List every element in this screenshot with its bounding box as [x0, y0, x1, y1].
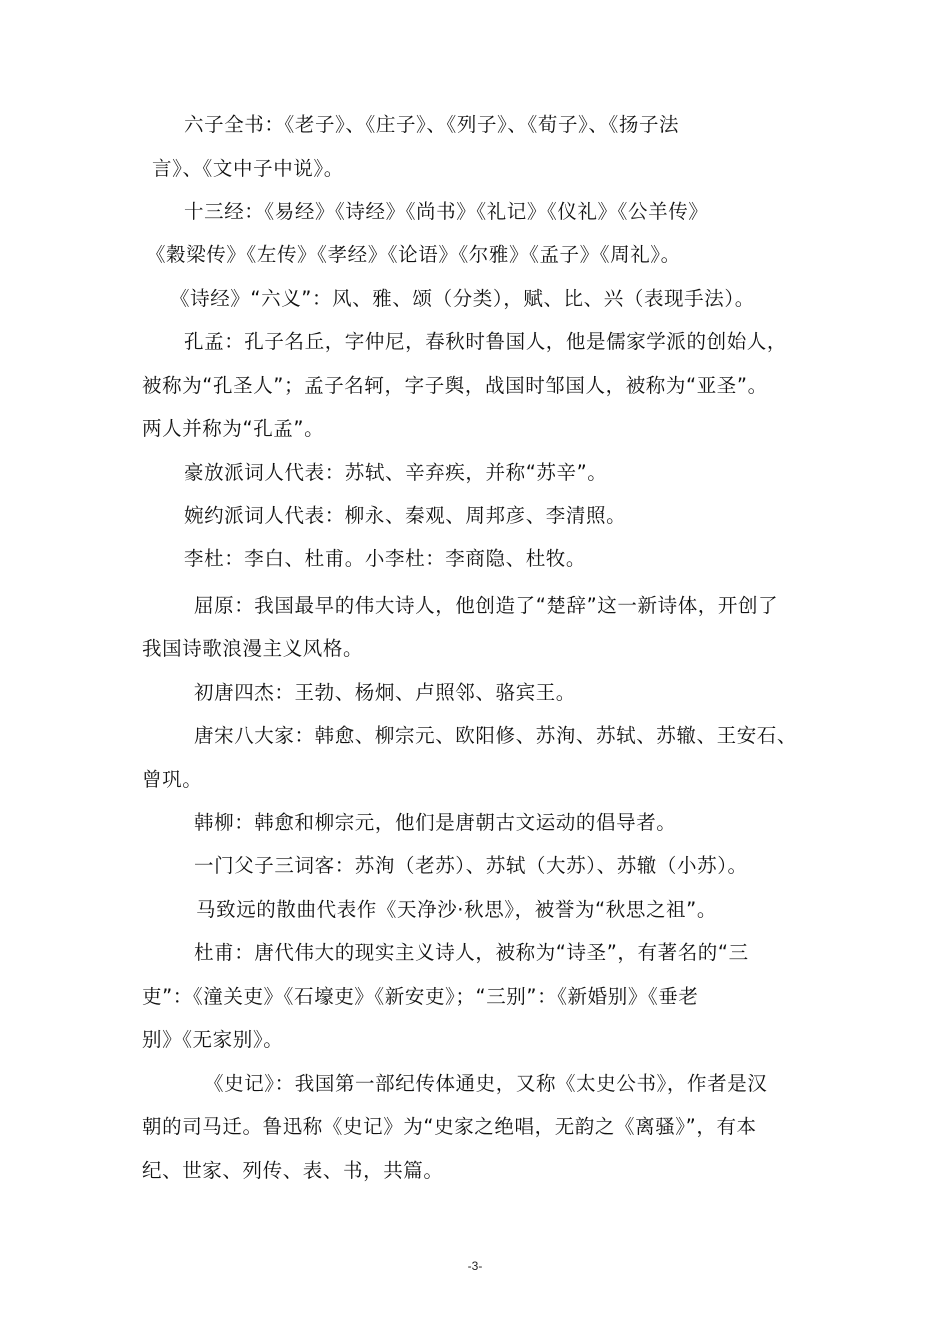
- text-line: 朝的司马迁。鲁迅称《史记》为“史家之绝唱，无韵之《离骚》”，有本: [142, 1115, 757, 1138]
- text-line: 言》、《文中子中说》。: [152, 157, 344, 180]
- text-line: 我国诗歌浪漫主义风格。: [142, 637, 364, 660]
- text-line: 曾巩。: [142, 768, 203, 791]
- text-line: 屈原：我国最早的伟大诗人，他创造了“楚辞”这一新诗体，开创了: [194, 594, 779, 617]
- page-number: -3-: [467, 1259, 483, 1273]
- text-line: 纪、世家、列传、表、书，共篇。: [142, 1159, 444, 1182]
- text-line: 六子全书：《老子》、《庄子》、《列子》、《荀子》、《扬子法: [184, 113, 680, 136]
- text-line: 《穀梁传》《左传》《孝经》《论语》《尔雅》《孟子》《周礼》。: [146, 243, 681, 266]
- text-line: 婉约派词人代表：柳永、秦观、周邦彦、李清照。: [184, 504, 627, 527]
- text-line: 唐宋八大家：韩愈、柳宗元、欧阳修、苏洵、苏轼、苏辙、王安石、: [194, 724, 798, 747]
- text-line: 马致远的散曲代表作《天净沙·秋思》，被誉为“秋思之祖”。: [196, 898, 717, 921]
- text-line: 初唐四杰：王勃、杨炯、卢照邻、骆宾王。: [194, 681, 576, 704]
- text-line: 豪放派词人代表：苏轼、辛弃疾，并称“苏辛”。: [184, 461, 608, 484]
- text-line: 两人并称为“孔孟”。: [142, 417, 325, 440]
- text-line: 《史记》：我国第一部纪传体通史，又称《太史公书》，作者是汉: [204, 1072, 768, 1095]
- text-line: 别》《无家别》。: [142, 1028, 284, 1051]
- text-line: 吏”：《潼关吏》《石壕吏》《新安吏》；“三别”：《新婚别》《垂老: [142, 985, 699, 1008]
- text-line: 《诗经》“六义”：风、雅、颂（分类），赋、比、兴（表现手法）。: [170, 287, 755, 310]
- text-line: 李杜：李白、杜甫。小李杜：李商隐、杜牧。: [184, 547, 587, 570]
- text-line: 十三经：《易经》《诗经》《尚书》《礼记》《仪礼》《公羊传》: [184, 200, 709, 223]
- text-line: 一门父子三词客：苏洵（老苏）、苏轼（大苏）、苏辙（小苏）。: [194, 854, 748, 877]
- text-line: 孔孟：孔子名丘，字仲尼，春秋时鲁国人，他是儒家学派的创始人，: [184, 330, 788, 353]
- text-line: 韩柳：韩愈和柳宗元，他们是唐朝古文运动的倡导者。: [194, 811, 677, 834]
- text-line: 杜甫：唐代伟大的现实主义诗人，被称为“诗圣”，有著名的“三: [194, 941, 749, 964]
- text-line: 被称为“孔圣人”；孟子名轲，字子舆，战国时邹国人，被称为“亚圣”。: [142, 374, 768, 397]
